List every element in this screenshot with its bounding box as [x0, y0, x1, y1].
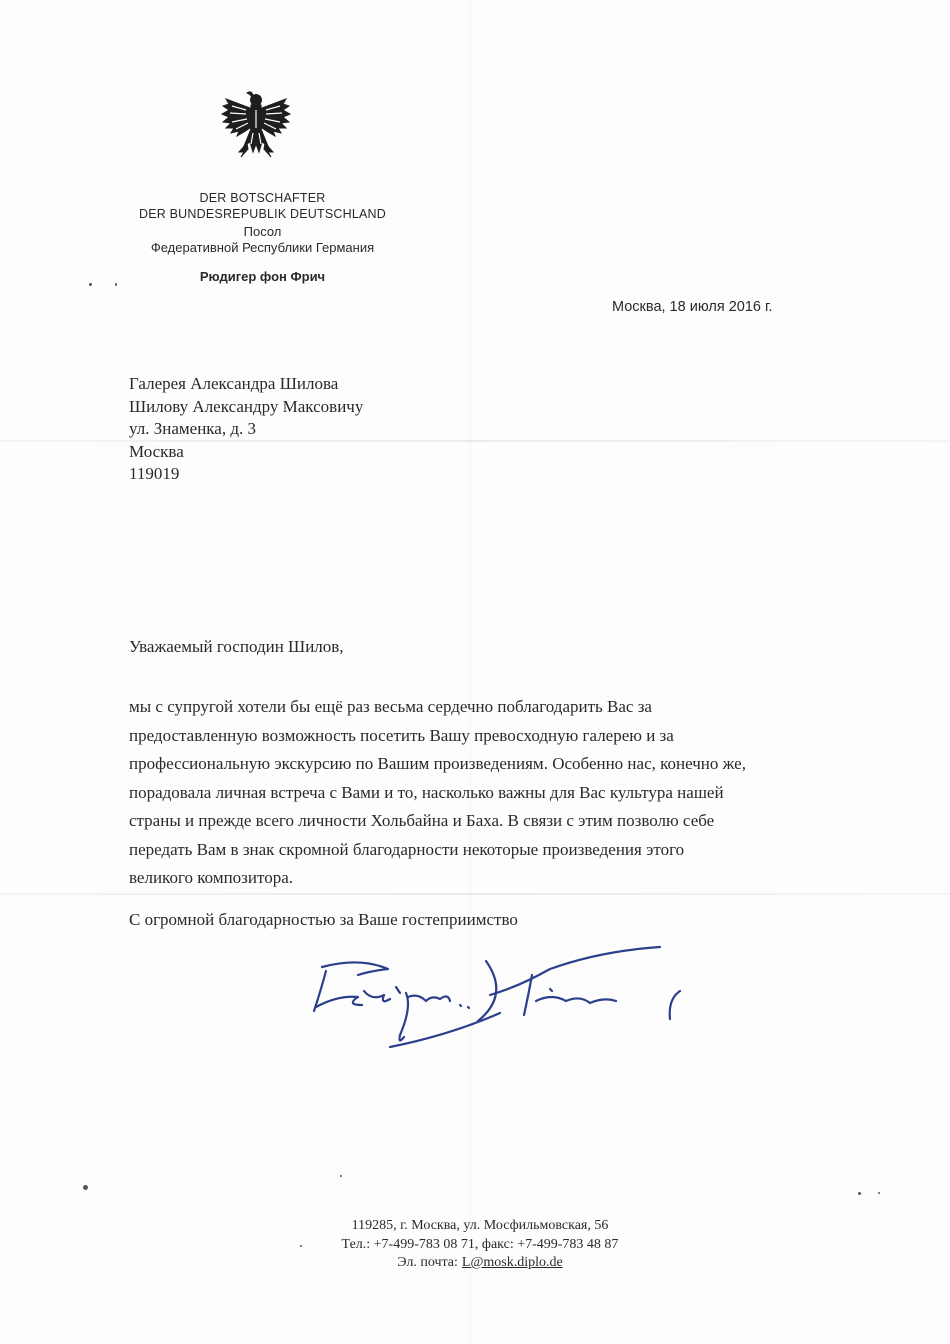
recipient-line: ул. Знаменка, д. 3: [129, 419, 256, 438]
paper-speck: [83, 1185, 88, 1190]
paper-speck: [858, 1192, 861, 1195]
letter-footer: [250, 1217, 710, 1273]
paper-speck: [300, 1245, 302, 1247]
letterhead: [100, 190, 425, 284]
footer-address: 119285, г. Москва, ул. Мосфильмовская, 56: [351, 1218, 609, 1233]
recipient-line: Москва: [129, 441, 184, 461]
email-label: Эл. почта:: [397, 1255, 458, 1270]
recipient-address: [129, 373, 363, 486]
paper-speck: [89, 283, 92, 286]
footer-email-line: [250, 1254, 710, 1273]
email-link[interactable]: L@mosk.diplo.de: [461, 1255, 563, 1270]
date-line: Москва, 18 июля 2016 г.: [612, 299, 773, 315]
recipient-line: Шилову Александру Максовичу: [129, 396, 364, 416]
paper-crease: [470, 0, 471, 1344]
body-line: великого композитора.: [129, 868, 293, 887]
title-de-line-2: DER BUNDESREPUBLIK DEUTSCHLAND: [138, 207, 387, 221]
body-line: порадовала личная встреча с Вами и то, насколько важны для Вас культура нашей: [129, 782, 724, 802]
recipient-line: 119019: [129, 464, 180, 483]
body-line: мы с супругой хотели бы ещё раз весьма сердечно поблагодарить Вас за: [129, 697, 652, 716]
footer-phone-fax: Тел.: +7-499-783 08 71, факс: +7-499-783 48 87: [341, 1236, 619, 1252]
handwritten-signature-icon: [300, 935, 720, 1055]
salutation: Уважаемый господин Шилов,: [129, 637, 344, 656]
title-ru-line-1: Посол: [243, 224, 282, 239]
paper-fold: [0, 893, 950, 895]
body-line: передать Вам в знак скромной благодарности некоторые произведения этого: [129, 839, 685, 859]
closing-line: С огромной благодарностью за Ваше гостеприимство: [129, 910, 518, 929]
title-de-line-1: DER BOTSCHAFTER: [199, 191, 326, 205]
body-line: страны и прежде всего личности Хольбайна и Баха. В связи с этим позволю себе: [129, 811, 715, 830]
federal-eagle-icon: [220, 86, 292, 164]
body-line: профессиональную экскурсию по Вашим произведениям. Особенно нас, конечно же,: [129, 754, 746, 773]
paper-speck: [878, 1192, 880, 1194]
paper-speck: [115, 283, 117, 286]
body-line: предоставленную возможность посетить Вашу превосходную галерею и за: [129, 725, 674, 745]
paper-speck: [340, 1175, 342, 1177]
ambassador-name: Рюдигер фон Фрич: [199, 269, 326, 284]
letter-body: [129, 693, 869, 893]
title-ru-line-2: Федеративной Республики Германия: [150, 240, 375, 255]
recipient-line: Галерея Александра Шилова: [129, 374, 339, 393]
